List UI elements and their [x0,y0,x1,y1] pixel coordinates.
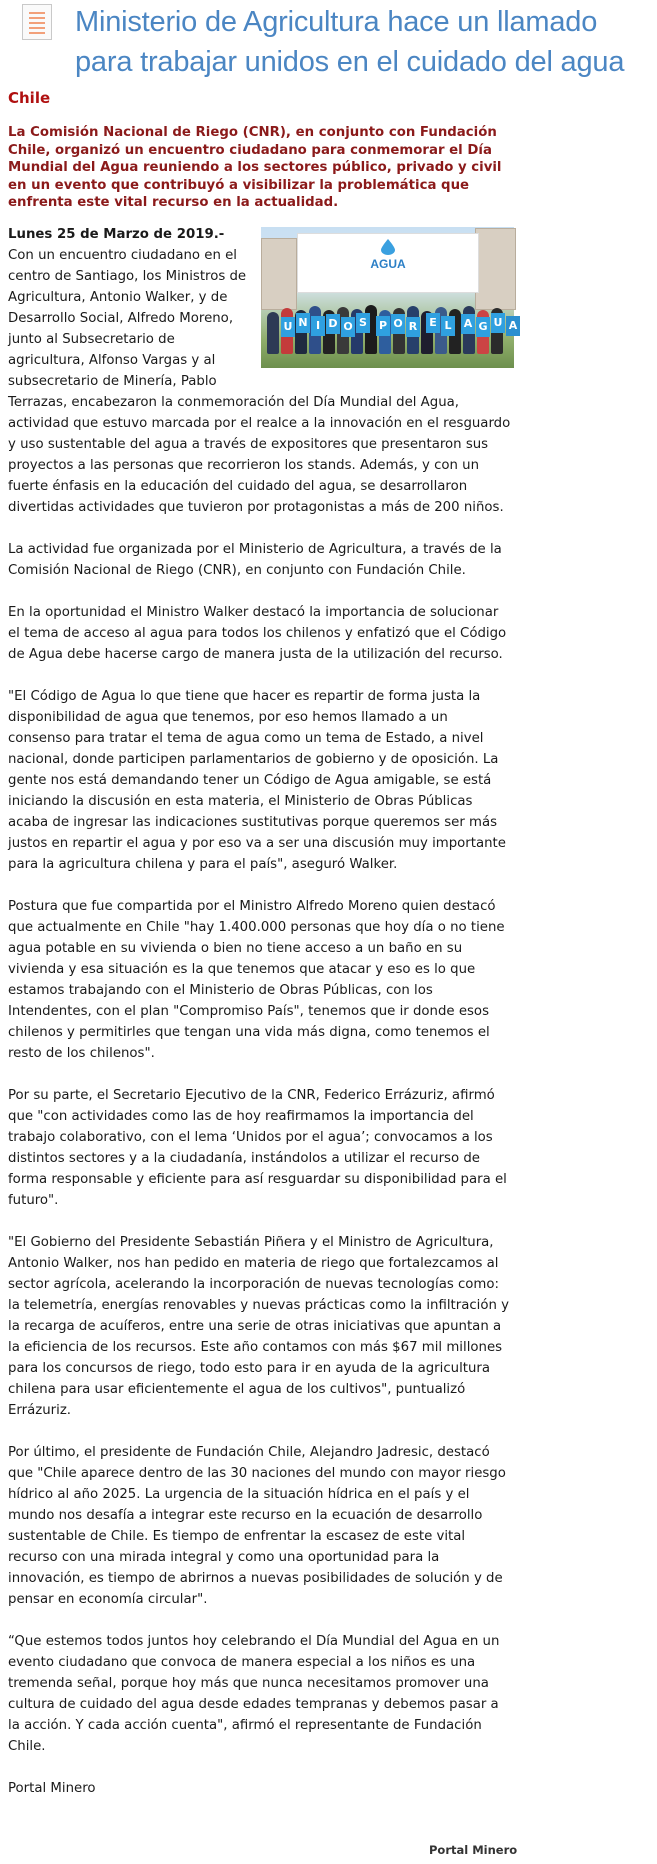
footer-source: Portal Minero [429,1843,518,1857]
document-icon [22,4,52,40]
article-lead: La Comisión Nacional de Riego (CNR), en conjunto con Fundación Chile, organizó un encuentro ciudadano para conmemorar el Día Mundial del Agua reuniendo a los sectores público, privado y civil en un evento que contribuyó a visibilizar la problemática que enfrenta este vital recurso en la actualidad. [8,125,502,210]
article-header [0,0,657,86]
event-banner [297,233,479,293]
paragraph: La actividad fue organizada por el Ministerio de Agricultura, a través de la Comisión Nacional de Riego (CNR), en conjunto con Fundación Chile. [8,542,502,578]
article-body [8,224,518,1820]
paragraph: Por su parte, el Secretario Ejecutivo de la CNR, Federico Errázuriz, afirmó que "con actividades como las de hoy reafirmamos la importancia del trabajo colaborativo, con el lema ‘Unidos por el agua’; convocamos a los distintos sectores y a la ciudadanía, instándolos a utilizar el recurso de forma responsable y eficiente para así resguardar su disponibilidad para el futuro". [8,1088,507,1208]
source-line: Portal Minero [8,1781,96,1796]
paragraph: “Que estemos todos juntos hoy celebrando el Día Mundial del Agua en un evento ciudadano que convoca de manera especial a los niños es una tremenda señal, porque hoy más que nunca necesitamos promover una cultura de cuidado del agua desde edades tempranas y debemos pasar a la acción. Y cada acción cuenta", afirmó el representante de Fundación Chile. [8,1634,500,1754]
dateline: Lunes 25 de Marzo de 2019.- [8,227,225,242]
paragraph: En la oportunidad el Ministro Walker destacó la importancia de solucionar el tema de acceso al agua para todos los chilenos y enfatizó que el Código de Agua debe hacerse cargo de manera justa de la utilización del recurso. [8,605,507,662]
paragraph: "El Gobierno del Presidente Sebastián Piñera y el Ministro de Agricultura, Antonio Walker, nos han pedido en materia de riego que fortalezcamos al sector agrícola, acelerando la incorporación de nuevas tecnologías como: la telemetría, energías renovables y nuevas prácticas como la infiltración y la recarga de acuíferos, entre una serie de otras iniciativas que apuntan a la eficiencia de los recursos. Este año contamos con más $67 mil millones para los concursos de riego, todo esto para ir en ayuda de la agricultura chilena para usar eficientemente el agua de los cultivos", puntualizó Errázuriz. [8,1235,510,1418]
water-drop-logo: AGUA [366,239,410,275]
sign-row: U N I D O S P O R E L A G U A [281,313,511,337]
article-photo [261,227,518,368]
paragraph: "El Código de Agua lo que tiene que hacer es repartir de forma justa la disponibilidad de agua que tenemos, por eso hemos llamado a un consenso para tratar el tema de agua como un tema de Estado, a nivel nacional, donde participen parlamentarios de gobierno y de oposición. La gente nos está demandando tener un Código de Agua amigable, se está iniciando la discusión en esta materia, el Ministerio de Obras Públicas acaba de ingresar las indicaciones sustitutivas porque queremos ser más justos en repartir el agua y por eso va a ser una discusión muy importante para la agricultura chilena y para el país", aseguró Walker. [8,689,506,872]
section-label: Chile [8,89,51,107]
page-title: Ministerio de Agricultura hace un llamado para trabajar unidos en el cuidado del agua [75,6,625,78]
paragraph: Por último, el presidente de Fundación Chile, Alejandro Jadresic, destacó que "Chile aparece dentro de las 30 naciones del mundo con mayor riesgo hídrico al año 2025. La urgencia de la situación hídrica en el país y el mundo nos desafía a integrar este recurso en la ecuación de desarrollo sustentable de Chile. Es tiempo de enfrentar la escasez de este vital recurso con una mirada integral y como una oportunidad para la innovación, es tiempo de abrirnos a nuevas posibilidades de solución y de pensar en economía circular". [8,1445,506,1607]
paragraph-text: Con un encuentro ciudadano en el centro de Santiago, los Ministros de Agricultura, Antonio Walker, y de Desarrollo Social, Alfredo Moreno, junto al Subsecretario de agricultura, Alfonso Vargas y al subsecretario de Minería, Pablo Terrazas, encabezaron la conmemoración del Día Mundial del Agua, actividad que estuvo marcada por el realce a la innovación en el resguardo y uso sustentable del agua a través de expositores que presentaron sus proyectos a las personas que recorrieron los stands. Además, y con un fuerte énfasis en la educación del cuidado del agua, se desarrollaron divertidas actividades que tuvieron por protagonistas a más de 200 niños. [8,248,511,515]
paragraph: Postura que fue compartida por el Ministro Alfredo Moreno quien destacó que actualmente en Chile "hay 1.400.000 personas que hoy día o no tiene agua potable en su vivienda o bien no tiene acceso a un baño en su vivienda y esa situación es la que tenemos que atacar y eso es lo que estamos trabajando con el Ministerio de Obras Públicas, con los Intendentes, con el plan "Compromiso País", tenemos que ir donde esos chilenos y permitirles que tengan una vida más digna, como tenemos el resto de los chilenos". [8,899,505,1061]
